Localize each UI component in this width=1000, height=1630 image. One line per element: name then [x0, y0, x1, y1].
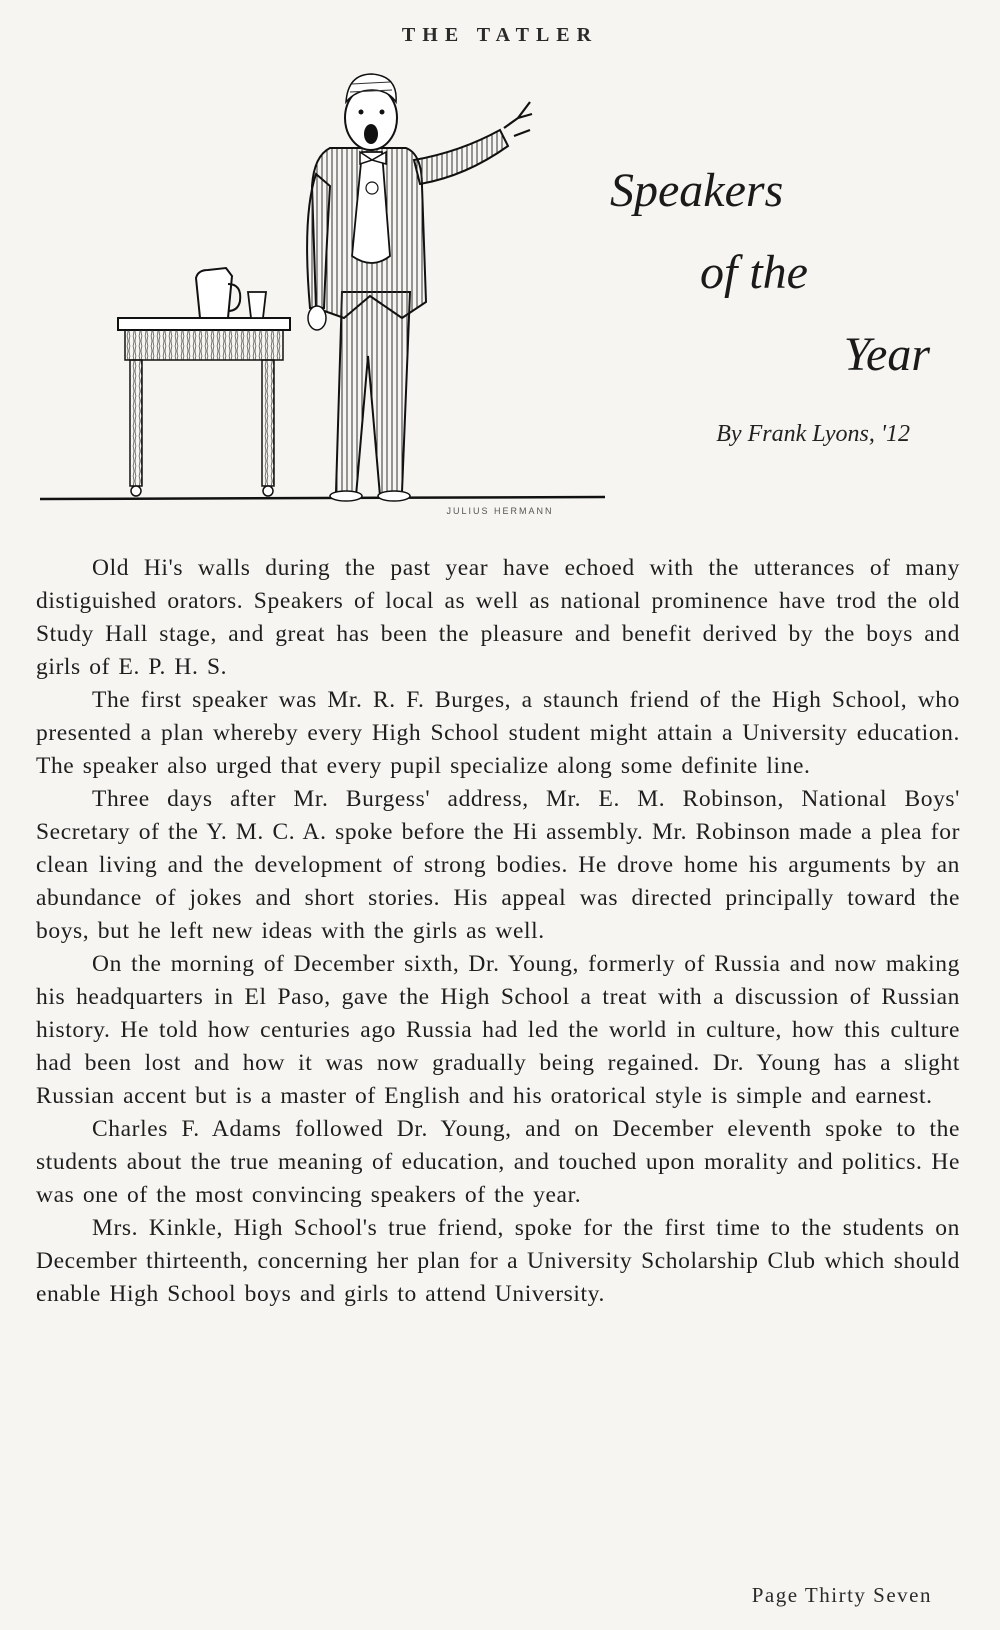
article-title [610, 150, 930, 396]
article-body [36, 552, 960, 1311]
page-number: Page Thirty Seven [751, 1583, 932, 1607]
paragraph: Charles F. Adams followed Dr. Young, and on December eleventh spoke to the students about the true meaning of education, and touched upon morality and politics. He was one of the most convincing speakers of the year. [36, 1116, 960, 1208]
title-line: Speakers [610, 164, 784, 217]
title-line: Year [843, 328, 930, 381]
paragraph: Mrs. Kinkle, High School's true friend, spoke for the first time to the students on December thirteenth, concerning her plan for a University Scholarship Club which should enable High School boys and girls to attend University. [36, 1215, 960, 1307]
byline: By Frank Lyons, '12 [716, 421, 910, 447]
running-head: THE TATLER [401, 24, 599, 46]
paragraph: Old Hi's walls during the past year have echoed with the utterances of many distiguished orators. Speakers of local as well as national prominence have trod the old Study Hall stage, and great has been the pleasure and benefit derived by the boys and girls of E. P. H. S. [36, 555, 960, 680]
paragraph: Three days after Mr. Burgess' address, Mr. E. M. Robinson, National Boys' Secretary of the Y. M. C. A. spoke before the Hi assembly. Mr. Robinson made a plea for clean living and the development of strong bodies. He drove home his arguments by an abundance of jokes and short stories. His appeal was directed principally toward the boys, but he left new ideas with the girls as well. [36, 786, 960, 944]
paragraph: The first speaker was Mr. R. F. Burges, a staunch friend of the High School, who presented a plan whereby every High School student might attain a University education. The speaker also urged that every pupil specialize along some definite line. [36, 687, 960, 779]
artist-signature: JULIUS HERMANN [446, 506, 554, 516]
title-line: of the [700, 246, 808, 299]
paragraph: On the morning of December sixth, Dr. Young, formerly of Russia and now making his headquarters in El Paso, gave the High School a treat with a discussion of Russian history. He told how centuries ago Russia had led the world in culture, how this culture had been lost and how it was now gradually being regained. Dr. Young has a slight Russian accent but is a master of English and his oratorical style is simple and earnest. [36, 951, 960, 1109]
speaker-figure [307, 74, 532, 501]
table-drawing [118, 268, 290, 496]
orator-illustration [30, 56, 640, 536]
